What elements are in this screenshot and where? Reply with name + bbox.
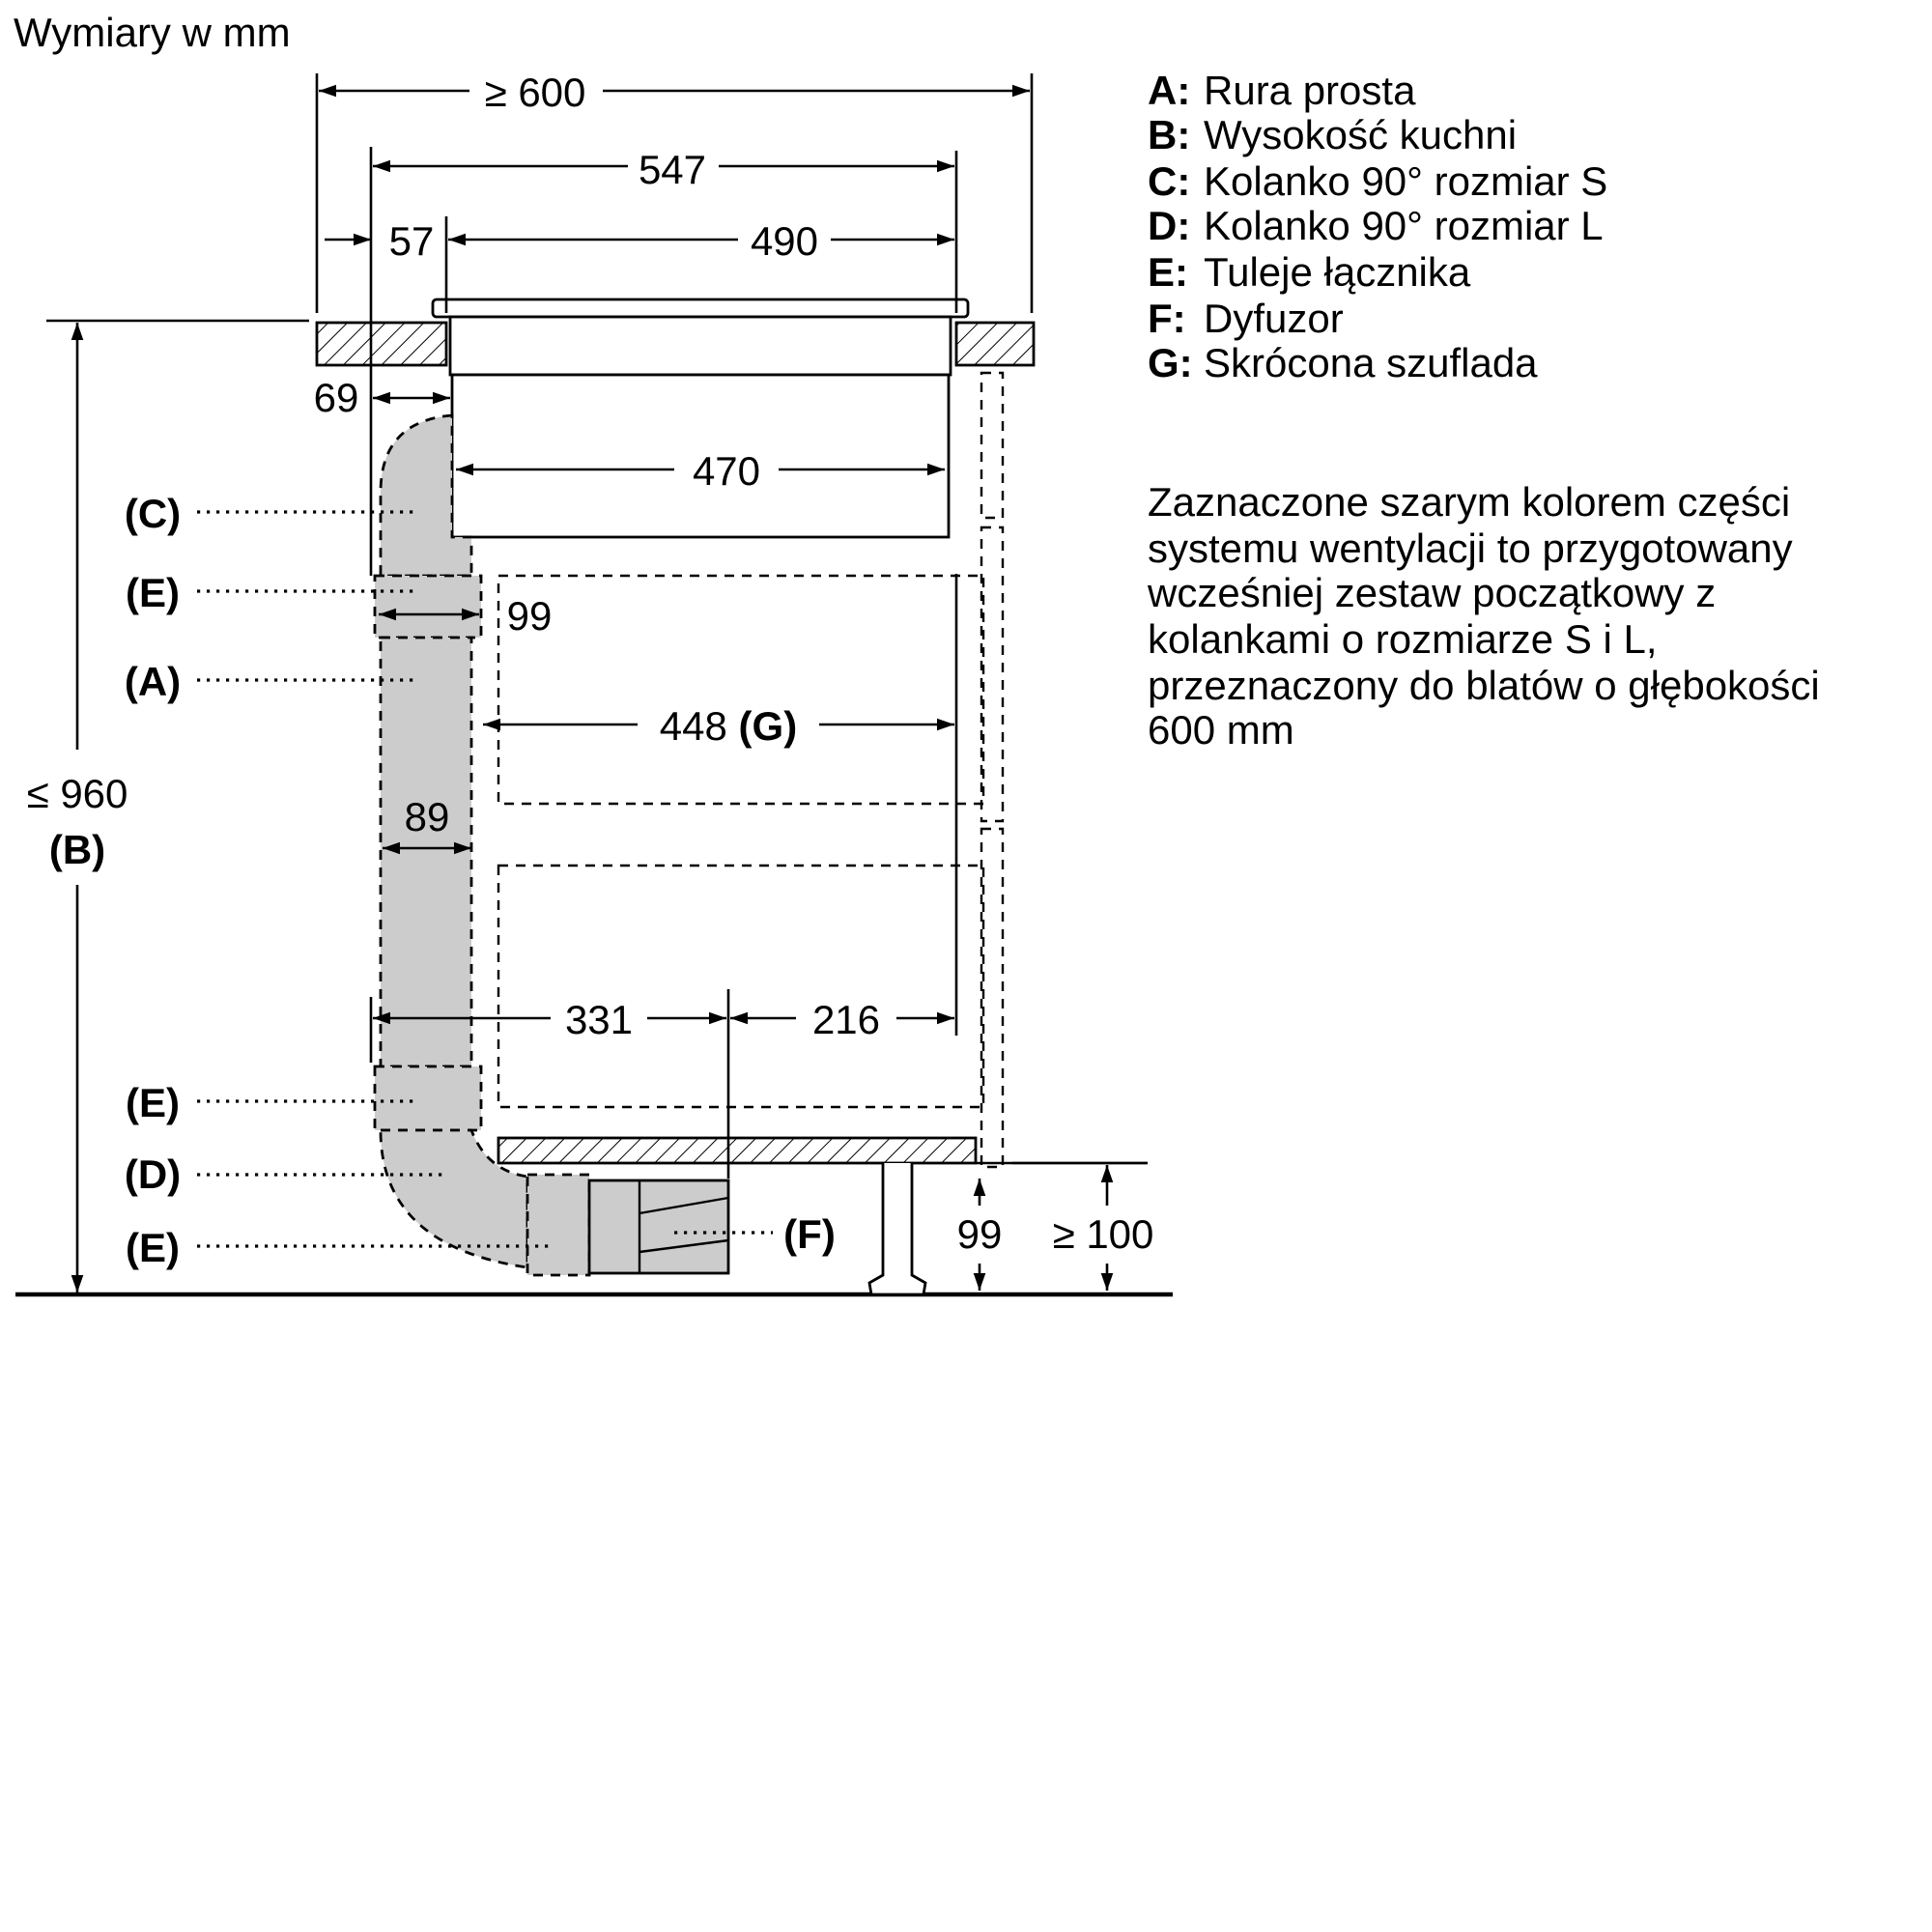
dim-331: 331 — [564, 997, 634, 1042]
legend-text-b: Wysokość kuchni — [1204, 112, 1518, 157]
drawer-front-top — [981, 373, 1003, 518]
note-line-1: Zaznaczone szarym kolorem części — [1148, 479, 1791, 525]
dim-99-lower: 99 — [956, 1211, 1003, 1257]
dim-490: 490 — [750, 218, 819, 264]
callout-c: (C) — [124, 491, 182, 536]
callout-a: (A) — [124, 659, 182, 704]
legend-text-e: Tuleje łącznika — [1204, 249, 1471, 295]
legend-key-e: E: — [1148, 249, 1188, 295]
note-line-3: wcześniej zestaw początkowy z — [1148, 570, 1717, 615]
dim-470: 470 — [692, 448, 761, 494]
dim-216: 216 — [811, 997, 881, 1042]
legend-key-d: D: — [1148, 203, 1191, 248]
note-line-2: systemu wentylacji to przygotowany — [1148, 526, 1793, 571]
straight-pipe-a — [381, 638, 471, 1066]
dim-960: ≤ 960 — [26, 771, 128, 816]
note-line-6: 600 mm — [1148, 707, 1294, 753]
dim-448-value: 448 — [659, 703, 727, 749]
callout-e-upper: (E) — [126, 570, 180, 615]
legend-key-c: C: — [1148, 158, 1191, 204]
dim-100: ≥ 100 — [1052, 1211, 1154, 1257]
dim-448-ref: (G) — [738, 703, 798, 749]
dim-600: ≥ 600 — [484, 70, 586, 115]
dim-57: 57 — [388, 218, 435, 264]
connector-e-lower — [527, 1175, 589, 1275]
dim-89: 89 — [404, 794, 450, 839]
note — [1147, 479, 1820, 753]
dim-960-ref: (B) — [48, 827, 106, 872]
cooktop-body — [450, 317, 951, 375]
diffuser-f — [589, 1180, 728, 1273]
cabinet-leg — [869, 1163, 925, 1294]
drawer-front-bottom — [981, 829, 1003, 1167]
legend-key-g: G: — [1148, 340, 1193, 385]
worktop-left — [317, 323, 446, 365]
legend — [1148, 68, 1607, 385]
legend-key-a: A: — [1148, 68, 1191, 113]
cooktop-plate — [433, 299, 968, 317]
legend-text-f: Dyfuzor — [1204, 296, 1344, 341]
plinth-shelf — [498, 1138, 976, 1163]
callout-d: (D) — [124, 1151, 182, 1197]
drawer-front-middle — [981, 527, 1003, 821]
worktop-right — [956, 323, 1034, 365]
diagram-title: Wymiary w mm — [14, 10, 291, 55]
callout-e-lower: (E) — [126, 1225, 180, 1270]
legend-key-b: B: — [1148, 112, 1191, 157]
connector-e-upper — [375, 576, 481, 638]
legend-key-f: F: — [1148, 296, 1186, 341]
dim-448 — [660, 703, 797, 749]
shortened-drawer — [498, 576, 983, 804]
lower-drawer — [498, 866, 983, 1107]
legend-text-a: Rura prosta — [1204, 68, 1416, 113]
connector-e-middle — [375, 1066, 481, 1130]
dim-99-upper: 99 — [506, 593, 553, 639]
legend-text-c: Kolanko 90° rozmiar S — [1204, 158, 1608, 204]
note-line-5: przeznaczony do blatów o głębokości — [1148, 663, 1820, 708]
legend-text-d: Kolanko 90° rozmiar L — [1204, 203, 1604, 248]
callout-e-middle: (E) — [126, 1080, 180, 1125]
note-line-4: kolankami o rozmiarze S i L, — [1148, 616, 1658, 662]
dim-69: 69 — [313, 375, 359, 420]
dim-547: 547 — [638, 147, 707, 192]
callout-f: (F) — [783, 1211, 836, 1257]
legend-text-g: Skrócona szuflada — [1204, 340, 1538, 385]
